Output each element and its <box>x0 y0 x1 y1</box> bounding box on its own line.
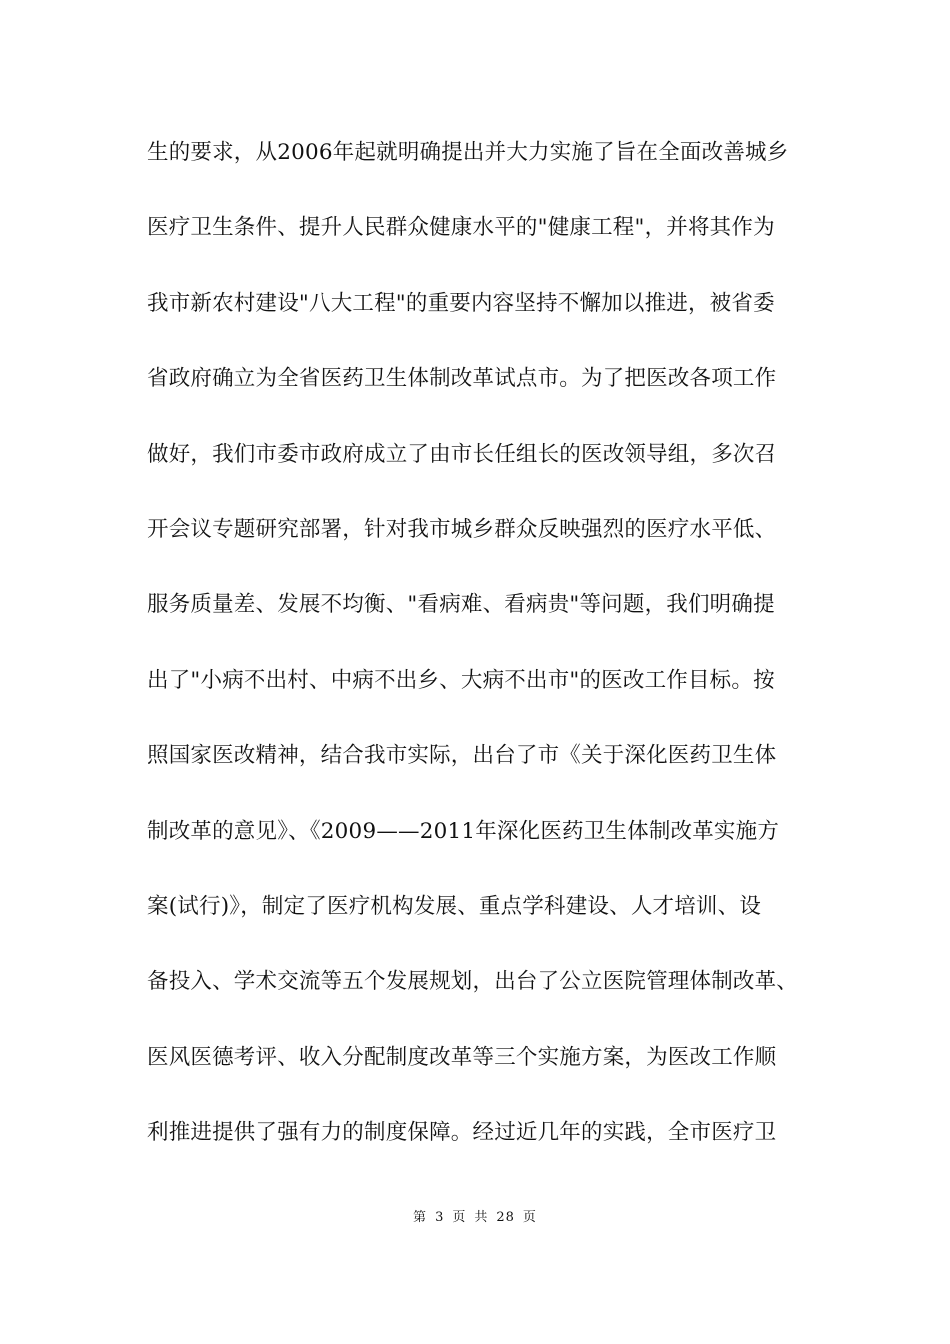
text-line: 案(试行)》，制定了医疗机构发展、重点学科建设、人才培训、设 <box>147 893 762 919</box>
text-line: 开会议专题研究部署，针对我市城乡群众反映强烈的医疗水平低、 <box>147 516 777 542</box>
text-line: 医风医德考评、收入分配制度改革等三个实施方案，为医改工作顺 <box>147 1044 777 1070</box>
text-line: 服务质量差、发展不均衡、"看病难、看病贵"等问题，我们明确提 <box>147 592 775 618</box>
text-line: 照国家医改精神，结合我市实际，出台了市《关于深化医药卫生体 <box>147 743 777 769</box>
footer-total-pages: 28 <box>496 1210 515 1225</box>
text-line: 我市新农村建设"八大工程"的重要内容坚持不懈加以推进，被省委 <box>147 290 775 316</box>
footer-total-label: 共 <box>474 1210 489 1225</box>
text-line: 备投入、学术交流等五个发展规划，出台了公立医院管理体制改革、 <box>147 969 799 995</box>
body-text <box>147 131 827 1186</box>
footer-total-unit: 页 <box>522 1210 537 1225</box>
text-line: 省政府确立为全省医药卫生体制改革试点市。为了把医改各项工作 <box>147 366 777 392</box>
footer-page-label: 第 <box>413 1210 428 1225</box>
text-line: 医疗卫生条件、提升人民群众健康水平的"健康工程"，并将其作为 <box>147 215 775 241</box>
text-line: 利推进提供了强有力的制度保障。经过近几年的实践，全市医疗卫 <box>147 1120 777 1146</box>
footer-current-page: 3 <box>435 1210 445 1225</box>
text-line: 制改革的意见》、《2009——2011年深化医药卫生体制改革实施方 <box>147 818 780 844</box>
text-line: 出了"小病不出村、中病不出乡、大病不出市"的医改工作目标。按 <box>147 667 775 693</box>
text-line: 生的要求，从2006年起就明确提出并大力实施了旨在全面改善城乡 <box>147 140 789 165</box>
text-line: 做好，我们市委市政府成立了由市长任组长的医改领导组，多次召 <box>147 441 777 467</box>
page-footer <box>0 1206 950 1225</box>
footer-page-unit: 页 <box>452 1210 467 1225</box>
